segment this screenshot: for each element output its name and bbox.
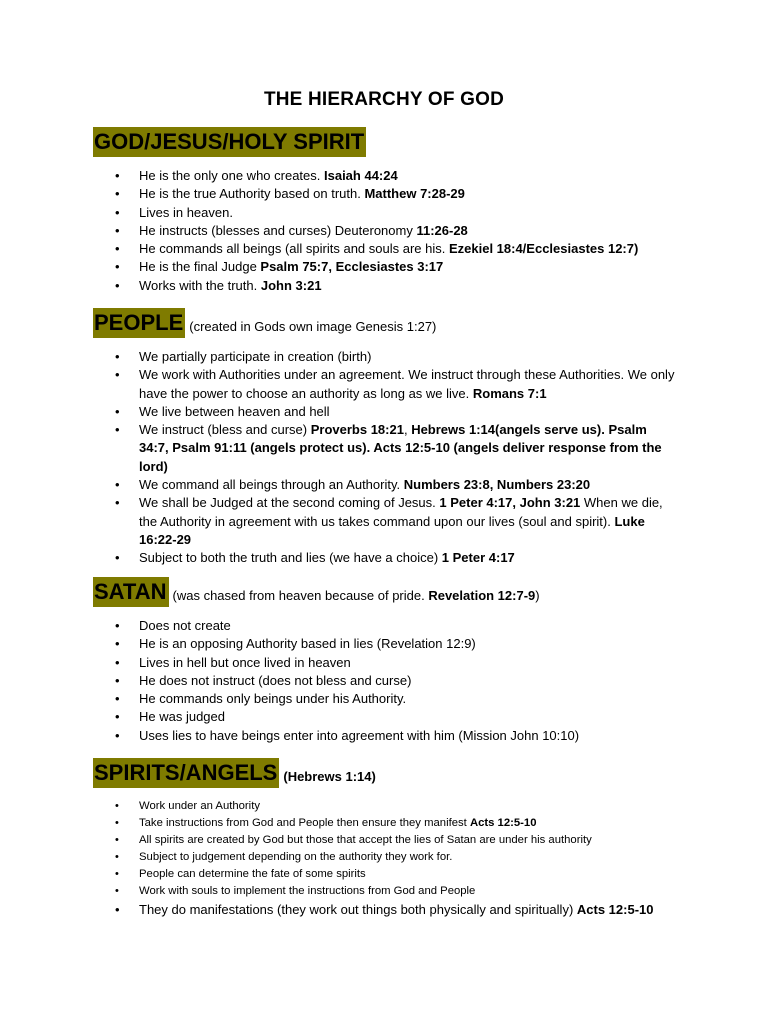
list-item: • Work with souls to implement the instructions from God and People xyxy=(139,883,679,900)
list-item: • Lives in hell but once lived in heaven xyxy=(139,654,679,672)
people-list xyxy=(139,348,679,568)
list-item: • We shall be Judged at the second coming of Jesus. 1 Peter 4:17, John 3:21 When we die, the Authority in agreement with us takes command upon our lives (soul and spirit). Luke 16:22-29 xyxy=(139,494,679,549)
list-item: • Subject to both the truth and lies (we have a choice) 1 Peter 4:17 xyxy=(139,549,679,567)
heading-highlight: SPIRITS/ANGELS xyxy=(93,758,279,788)
list-item: • Uses lies to have beings enter into agreement with him (Mission John 10:10) xyxy=(139,727,679,745)
list-item: • He is the final Judge Psalm 75:7, Ecclesiastes 3:17 xyxy=(139,258,679,276)
list-item: • Work under an Authority xyxy=(139,798,679,815)
list-item: • We partially participate in creation (birth) xyxy=(139,348,679,366)
list-item: • Take instructions from God and People then ensure they manifest Acts 12:5-10 xyxy=(139,815,679,832)
list-item: • People can determine the fate of some spirits xyxy=(139,866,679,883)
god-list xyxy=(139,167,679,295)
list-item: • He is the true Authority based on truth. Matthew 7:28-29 xyxy=(139,185,679,203)
list-item: • He is the only one who creates. Isaiah 44:24 xyxy=(139,167,679,185)
list-item: • We instruct (bless and curse) Proverbs 18:21, Hebrews 1:14(angels serve us). Psalm 34:7, Psalm 91:11 (angels protect us). Acts 12:5-10 (angels deliver response from the lord) xyxy=(139,421,679,476)
list-item: • We command all beings through an Authority. Numbers 23:8, Numbers 23:20 xyxy=(139,476,679,494)
list-item: • They do manifestations (they work out things both physically and spiritually) Acts 12:5-10 xyxy=(139,901,679,919)
list-item: • Does not create xyxy=(139,617,679,635)
heading-note: (created in Gods own image Genesis 1:27) xyxy=(189,319,437,334)
list-item: • All spirits are created by God but those that accept the lies of Satan are under his authority xyxy=(139,832,679,849)
section-heading-satan xyxy=(93,577,540,607)
heading-note: (Hebrews 1:14) xyxy=(283,769,376,784)
list-item: • He commands only beings under his Authority. xyxy=(139,690,679,708)
spirits-list xyxy=(139,798,679,919)
list-item: • He does not instruct (does not bless and curse) xyxy=(139,672,679,690)
satan-list xyxy=(139,617,679,745)
list-item: • Lives in heaven. xyxy=(139,204,679,222)
list-item: • He is an opposing Authority based in lies (Revelation 12:9) xyxy=(139,635,679,653)
heading-note: (was chased from heaven because of pride. Revelation 12:7-9) xyxy=(172,588,540,603)
heading-highlight: SATAN xyxy=(93,577,169,607)
list-item: • Works with the truth. John 3:21 xyxy=(139,277,679,295)
page-title: THE HIERARCHY OF GOD xyxy=(263,89,505,110)
list-item: • We live between heaven and hell xyxy=(139,403,679,421)
list-item: • We work with Authorities under an agreement. We instruct through these Authorities. We only have the power to choose an authority as long as we live. Romans 7:1 xyxy=(139,366,679,403)
list-item: • He instructs (blesses and curses) Deuteronomy 11:26-28 xyxy=(139,222,679,240)
heading-highlight: PEOPLE xyxy=(93,308,185,338)
section-heading-people xyxy=(93,308,436,338)
section-heading-spirits xyxy=(93,758,376,788)
section-heading-god xyxy=(93,127,366,157)
heading-highlight: GOD/JESUS/HOLY SPIRIT xyxy=(93,127,366,157)
list-item: • Subject to judgement depending on the authority they work for. xyxy=(139,849,679,866)
list-item: • He commands all beings (all spirits and souls are his. Ezekiel 18:4/Ecclesiastes 12:7) xyxy=(139,240,679,258)
list-item: • He was judged xyxy=(139,708,679,726)
